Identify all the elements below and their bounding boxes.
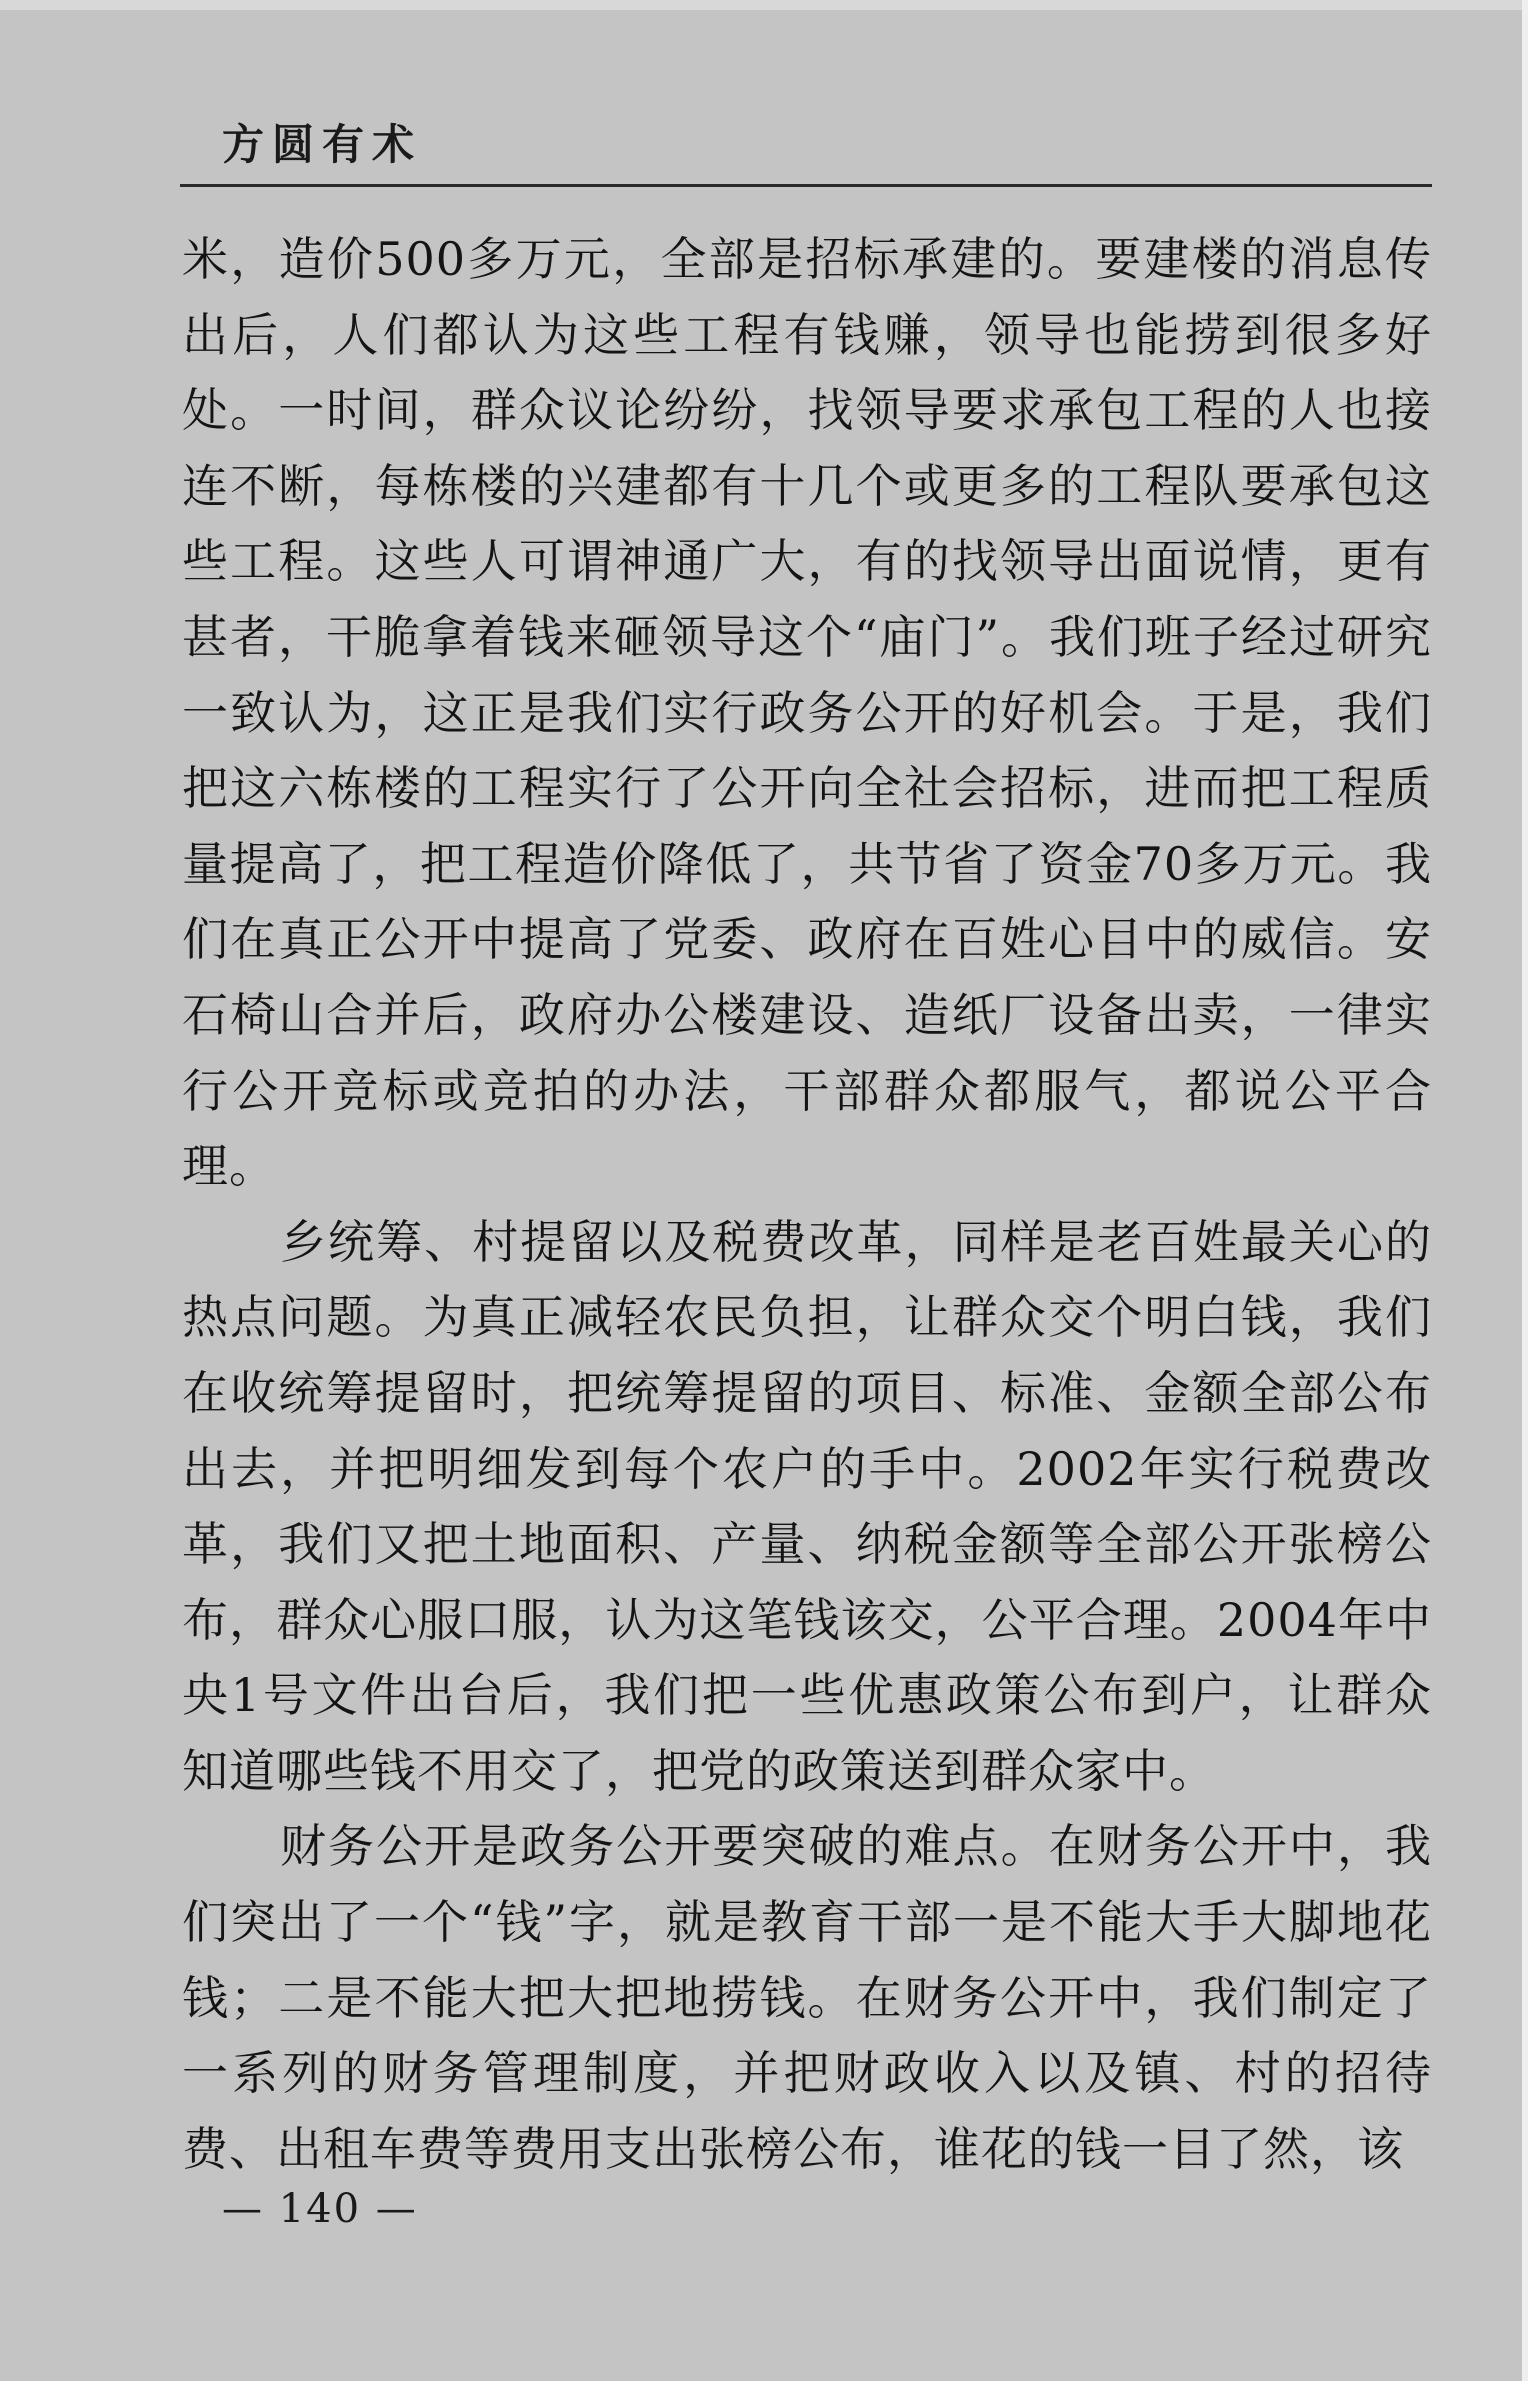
page-right-edge (1522, 0, 1528, 2381)
running-header-title: 方圆有术 (222, 120, 423, 169)
page-number: — 140 — (222, 2186, 418, 2232)
page-top-edge (0, 0, 1528, 10)
paragraph-2: 乡统筹、村提留以及税费改革，同样是老百姓最关心的热点问题。为真正减轻农民负担，让群众交个明白钱，我们在收统筹提留时，把统筹提留的项目、标准、金额全部公布出去，并把明细发到每个农户的手中。2002年实行税费改革，我们又把土地面积、产量、纳税金额等全部公开张榜公布，群众心服口服，认为这笔钱该交，公平合理。2004年中央1号文件出台后，我们把一些优惠政策公布到户，让群众知道哪些钱不用交了，把党的政策送到群众家中。 (182, 1214, 1432, 1798)
header-rule (180, 184, 1432, 187)
body-text (182, 222, 1432, 2187)
paragraph-1: 米，造价500多万元，全部是招标承建的。要建楼的消息传出后，人们都认为这些工程有钱赚，领导也能捞到很多好处。一时间，群众议论纷纷，找领导要求承包工程的人也接连不断，每栋楼的兴建都有十几个或更多的工程队要承包这些工程。这些人可谓神通广大，有的找领导出面说情，更有甚者，干脆拿着钱来砸领导这个“庙门”。我们班子经过研究一致认为，这正是我们实行政务公开的好机会。于是，我们把这六栋楼的工程实行了公开向全社会招标，进而把工程质量提高了，把工程造价降低了，共节省了资金70多万元。我们在真正公开中提高了党委、政府在百姓心目中的威信。安石椅山合并后，政府办公楼建设、造纸厂设备出卖，一律实行公开竞标或竞拍的办法，干部群众都服气，都说公平合理。 (182, 232, 1432, 1194)
paragraph-3: 财务公开是政务公开要突破的难点。在财务公开中，我们突出了一个“钱”字，就是教育干部一是不能大手大脚地花钱；二是不能大把大把地捞钱。在财务公开中，我们制定了一系列的财务管理制度，并把财政收入以及镇、村的招待费、出租车费等费用支出张榜公布，谁花的钱一目了然，该 (182, 1819, 1432, 2176)
